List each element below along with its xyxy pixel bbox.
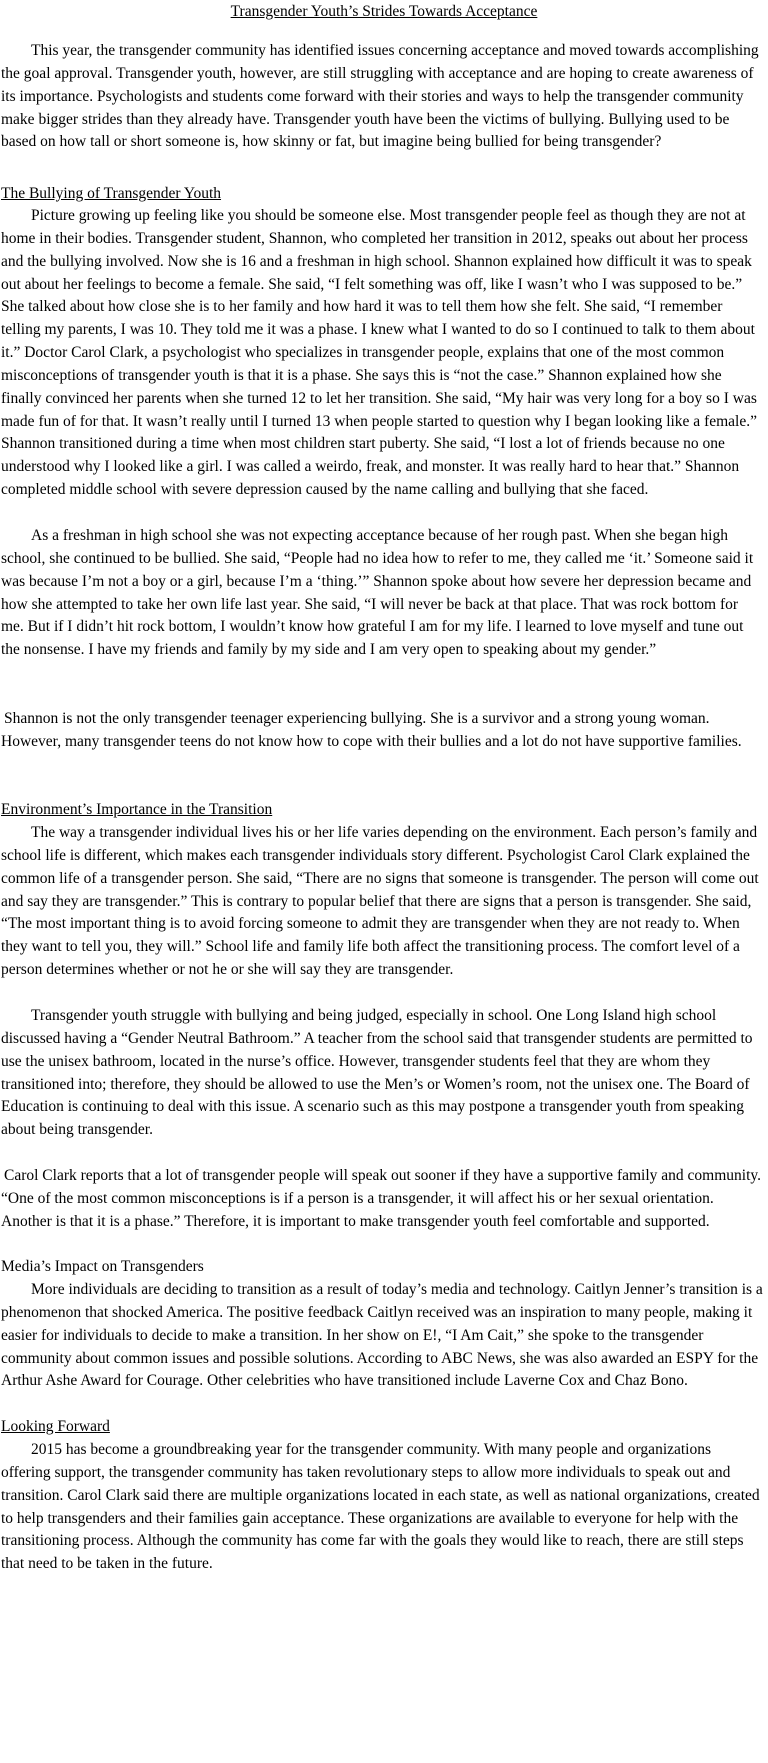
section-heading-media: Media’s Impact on Transgenders [1,1258,204,1275]
bullying-paragraph-3: Shannon is not the only transgender teenager experiencing bullying. She is a survivor and a strong young woman. However, many transgender teens do not know how to cope with their bullies and a lot do not have supportive families. [1,710,742,750]
environment-paragraph-3: Carol Clark reports that a lot of transgender people will speak out sooner if they have a supportive family and community. “One of the most common misconceptions is if a person is a transgender, it will affect his or her sexual orientation. Another is that it is a phase.” Therefore, it is important to make transgender youth feel comfortable and supported. [1,1167,762,1230]
media-paragraph-1: More individuals are deciding to transition as a result of today’s media and technology. Caitlyn Jenner’s transition is a phenomenon that shocked America. The positive feedback Caitlyn received was an inspiration to many people, making it easier for individuals to decide to make a transition. In her show on E!, “I Am Cait,” she spoke to the transgender community about common issues and possible solutions. According to ABC News, she was also awarded an ESPY for the Arthur Ashe Award for Courage. Other celebrities who have transitioned include Laverne Cox and Chaz Bono. [1,1281,763,1390]
section-heading-looking-forward: Looking Forward [1,1418,110,1435]
bullying-paragraph-2: As a freshman in high school she was not expecting acceptance because of her rough past. When she began high school, she continued to be bullied. She said, “People had no idea how to refer to me, they called me ‘it.’ Someone said it was because I’m not a boy or a girl, because I’m a ‘thing.’” Shannon spoke about how severe her depression became and how she attempted to take her own life last year. She said, “I will never be back at that place. That was rock bottom for me. But if I didn’t hit rock bottom, I wouldn’t know how grateful I am for my life. I learned to love myself and tune out the nonsense. I have my friends and family by my side and I am very open to speaking about my gender.” [1,527,754,659]
intro-paragraph: This year, the transgender community has identified issues concerning acceptance and moved towards accomplishing the goal approval. Transgender youth, however, are still struggling with acceptance and are hoping to create awareness of its importance. Psychologists and students come forward with their stories and ways to help the transgender community make bigger strides than they already have. Transgender youth have been the victims of bullying. Bullying used to be based on how tall or short someone is, how skinny or fat, but imagine being bullied for being transgender? [1,42,759,151]
section-heading-bullying: The Bullying of Transgender Youth [1,185,222,202]
looking-forward-paragraph-1: 2015 has become a groundbreaking year for the transgender community. With many people and organizations offering support, the transgender community has taken revolutionary steps to allow more individuals to speak out and transition. Carol Clark said there are multiple organizations located in each state, as well as national organizations, created to help transgenders and their families gain acceptance. These organizations are available to everyone for help with the transitioning process. Although the community has come far with the goals they would like to reach, there are still steps that need to be taken in the future. [1,1441,760,1573]
section-heading-environment: Environment’s Importance in the Transition [1,801,273,818]
bullying-paragraph-1: Picture growing up feeling like you should be someone else. Most transgender people feel as though they are not at home in their bodies. Transgender student, Shannon, who completed her transition in 2012, speaks out about her process and the bullying involved. Now she is 16 and a freshman in high school. Shannon explained how difficult it was to speak out about her feelings to become a female. She said, “I felt something was off, like I wasn’t who I was supposed to be.” She talked about how close she is to her family and how hard it was to tell them how she felt. She said, “I remember telling my parents, I was 10. They told me it was a phase. I knew what I wanted to do so I continued to talk to them about it.” Doctor Carol Clark, a psychologist who specializes in transgender people, explains that one of the most common misconceptions of transgender youth is that it is a phase. She says this is “not the case.” Shannon explained how she finally convinced her parents when she turned 12 to let her transition. She said, “My hair was very long for a boy so I was made fun of for that. It wasn’t really until I turned 13 when people started to question why I began looking like a female.” Shannon transitioned during a time when most children start puberty. She said, “I lost a lot of friends because no one understood why I looked like a girl. I was called a weirdo, freak, and monster. It was really hard to hear that.” Shannon completed middle school with severe depression caused by the name calling and bullying that she faced. [1,207,757,499]
environment-paragraph-2: Transgender youth struggle with bullying and being judged, especially in school. One Long Island high school discussed having a “Gender Neutral Bathroom.” A teacher from the school said that transgender students are permitted to use the unisex bathroom, located in the nurse’s office. However, transgender students feel that they are whom they transitioned into; therefore, they should be allowed to use the Men’s or Women’s room, not the unisex one. The Board of Education is continuing to deal with this issue. A scenario such as this may postpone a transgender youth from speaking about being transgender. [1,1007,753,1139]
document-title: Transgender Youth’s Strides Towards Acceptance [230,3,538,20]
environment-paragraph-1: The way a transgender individual lives his or her life varies depending on the environment. Each person’s family and school life is different, which makes each transgender individuals story different. Psychologist Carol Clark explained the common life of a transgender person. She said, “There are no signs that someone is transgender. The person will come out and say they are transgender.” This is contrary to popular belief that there are signs that a person is transgender. She said, “The most important thing is to avoid forcing someone to admit they are transgender when they are not ready to. When they want to tell you, they will.” School life and family life both affect the transitioning process. The comfort level of a person determines whether or not he or she will say they are transgender. [1,824,759,979]
